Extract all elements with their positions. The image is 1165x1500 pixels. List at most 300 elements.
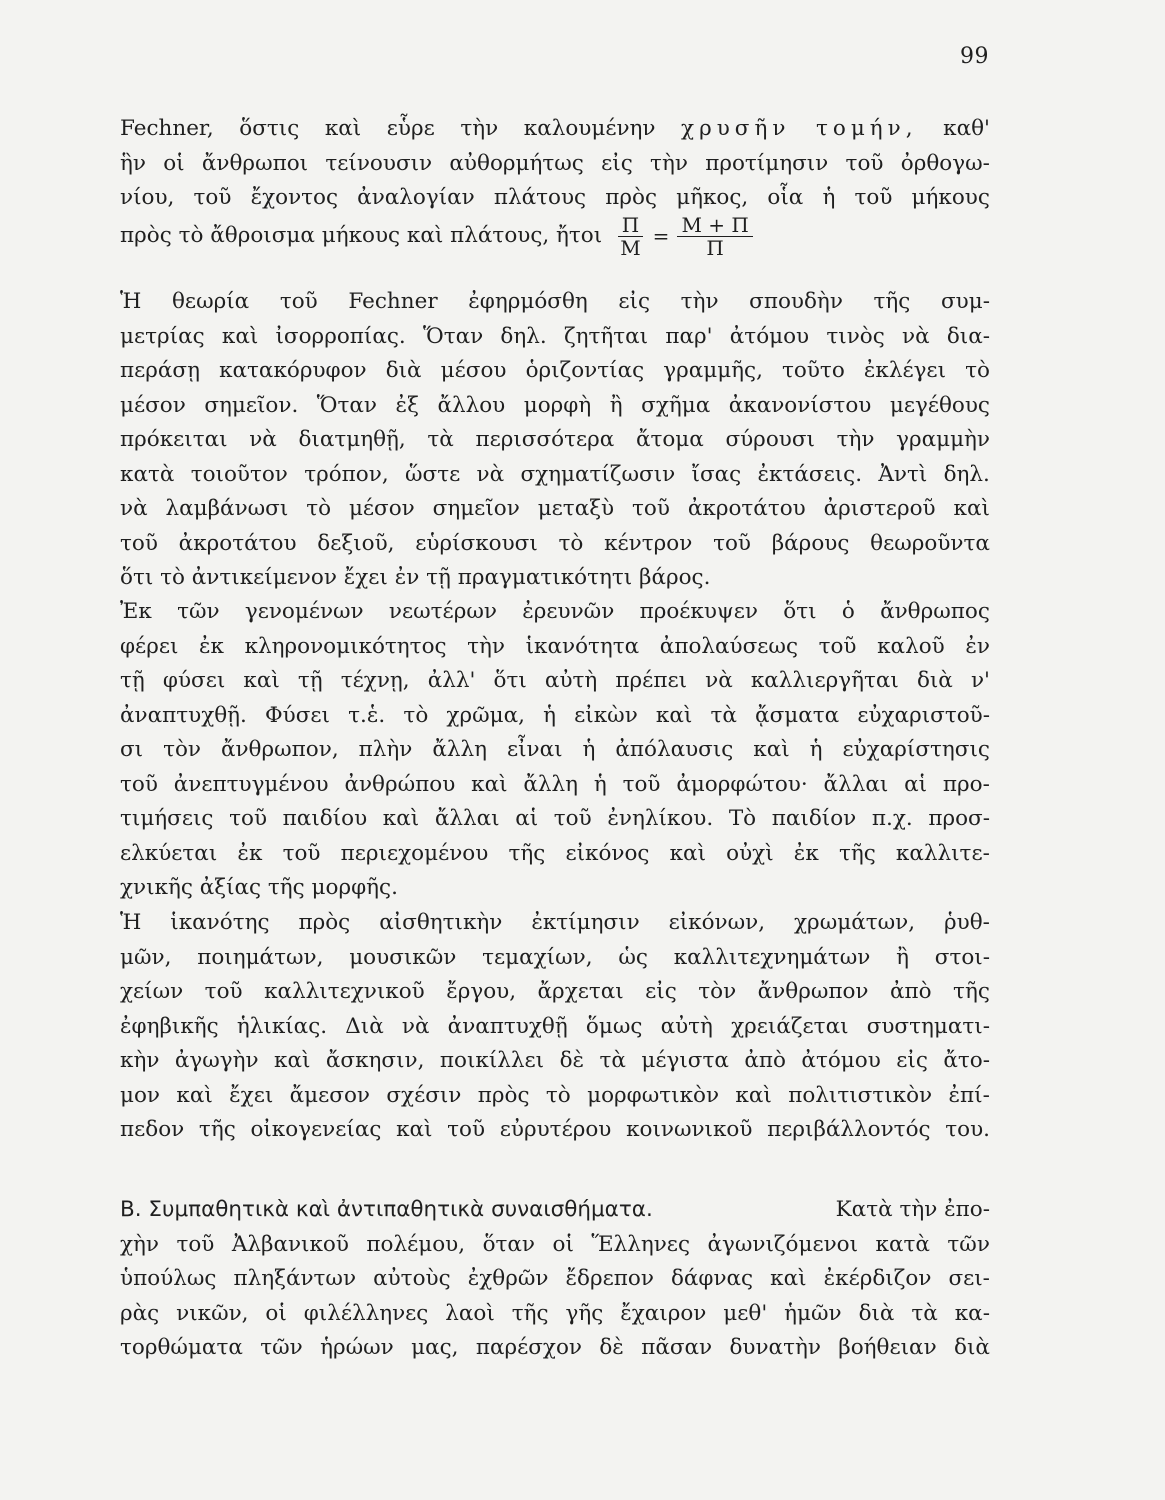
word: δάφνας <box>670 1266 754 1291</box>
word: παιδίου <box>282 806 368 831</box>
word: ἐκλέγει <box>863 358 947 383</box>
word: τὸ <box>403 702 429 728</box>
word: ὅτι <box>783 599 817 624</box>
word: τοῦ <box>279 289 318 314</box>
word: περιβάλλοντός <box>767 1117 931 1142</box>
word: μήκους <box>911 185 990 210</box>
word: εἰς <box>601 150 633 176</box>
word: ὅστις <box>239 116 300 141</box>
word: Τὸ <box>728 806 757 831</box>
word: ἐκ <box>793 840 819 866</box>
text-line <box>120 768 990 803</box>
word: νεωτέρων <box>388 599 497 624</box>
word: τείνουσιν <box>325 150 433 176</box>
word: καλοῦ <box>877 633 945 659</box>
word: τοῦ <box>854 185 893 210</box>
word: τὰ <box>710 702 737 728</box>
word: τὴν <box>650 150 688 176</box>
word: καὶ <box>953 496 990 521</box>
word: γραμμῆς, <box>663 358 763 383</box>
word: Fechner <box>348 289 438 314</box>
word: ἀκροτάτου <box>687 496 806 521</box>
word: εὐχαρίστησις <box>842 737 990 762</box>
word: εἰς <box>618 289 651 314</box>
word: τῶν <box>177 599 220 624</box>
fraction-numerator: Μ + Π <box>677 214 752 237</box>
fraction-denominator: Μ <box>620 236 641 260</box>
word: αἱ <box>515 806 539 831</box>
word: μεγέθους <box>889 392 990 418</box>
word: βοήθειαν <box>838 1335 937 1360</box>
word: γενομένων <box>244 599 364 624</box>
word: Φύσει <box>265 702 330 728</box>
word: ἡ <box>582 737 596 762</box>
word: κατὰ <box>120 461 175 487</box>
word: τὰ <box>427 427 454 452</box>
word: Ἕλληνες <box>591 1231 690 1257</box>
word: τῆς <box>838 840 876 866</box>
word: ἐκτίμησιν <box>531 910 640 935</box>
word: ἀριστεροῦ <box>823 496 936 521</box>
word: διατμηθῇ, <box>298 427 406 452</box>
word: παρ' <box>665 323 713 349</box>
word: ελκύεται <box>120 840 218 866</box>
word: καλλιεργῆται <box>750 668 899 693</box>
word: ἀναπτυχθῇ <box>447 1013 568 1039</box>
word: τὴν <box>680 289 719 314</box>
word: ἐξ <box>395 392 419 418</box>
word: οὐχὶ <box>726 840 774 866</box>
word: τοῦτο <box>782 358 845 383</box>
word: καὶ <box>324 116 362 141</box>
text-line-content: χνικῆς ἀξίας τῆς μορφῆς. <box>120 875 398 900</box>
word: ἰσορροπίας. <box>275 323 406 349</box>
word: π.χ. <box>871 806 913 831</box>
word: θεωροῦντα <box>870 530 990 556</box>
word: αὐτὴ <box>544 668 598 693</box>
word: καὶ <box>176 1082 213 1108</box>
text-line <box>120 181 990 216</box>
word: ἐφηβικῆς <box>120 1013 219 1039</box>
word: τὴν <box>460 116 499 141</box>
text-line <box>120 664 990 699</box>
text-line <box>120 527 990 562</box>
word: ὅταν <box>482 1231 536 1257</box>
text-line-content: ὅτι τὸ ἀντικείμενον ἔχει ἐν τῇ πραγματικότητι βάρος. <box>120 565 711 590</box>
word: μῶν, <box>120 944 172 970</box>
word: χὴν <box>120 1231 159 1257</box>
word: τῆς <box>511 1300 549 1326</box>
text-line <box>120 1113 990 1148</box>
word: αὐτοὺς <box>373 1266 451 1291</box>
word: τὸν <box>698 979 737 1004</box>
word: διὰ <box>954 1335 990 1360</box>
text-line <box>120 733 990 768</box>
golden-ratio-formula <box>616 214 753 259</box>
word: τὸ <box>306 496 332 521</box>
word: καὶ <box>396 1117 433 1142</box>
word: οἱ <box>265 1300 287 1326</box>
word: μορφωτικὸν <box>587 1082 720 1108</box>
word: ἴσας <box>691 461 742 487</box>
word: καλλιτεχνημάτων <box>673 944 871 970</box>
section-b <box>120 1193 990 1366</box>
fraction-right <box>677 214 752 259</box>
word: τῆς <box>508 840 546 866</box>
word: εἰς <box>645 979 677 1004</box>
word: δὲ <box>559 1048 585 1073</box>
word: τοῦ <box>204 979 243 1004</box>
word: προτίμησιν <box>705 150 829 176</box>
word: νικῶν, <box>176 1300 249 1326</box>
word: ἔδρεπον <box>565 1266 654 1291</box>
word: τ.ἑ. <box>348 702 386 728</box>
text-line <box>120 147 990 182</box>
word: ποιημάτων, <box>197 944 324 970</box>
word: τρόπον, <box>304 461 389 487</box>
word: ν' <box>970 668 990 693</box>
word: τὰ <box>599 1048 626 1073</box>
word: ἐχθρῶν <box>467 1266 549 1291</box>
word: ἄλλου <box>437 392 506 418</box>
word: ἡ <box>543 702 556 728</box>
word: ἣν <box>120 150 146 176</box>
word: ὅμως <box>585 1013 643 1039</box>
word: ἐρευνῶν <box>522 599 615 624</box>
text-line <box>120 1228 990 1263</box>
word: ἐκ <box>199 633 224 659</box>
word: αἱ <box>904 771 928 797</box>
word: ἀναλογίαν <box>357 185 475 210</box>
word: καὶ <box>243 668 280 693</box>
word: καλουμένην <box>523 116 656 141</box>
word: σημεῖον. <box>204 392 299 418</box>
word: μῆκος, <box>676 185 749 210</box>
word: ἔργου, <box>446 979 517 1004</box>
word: μέσον <box>120 392 186 418</box>
word: οἰκογενείας <box>250 1117 382 1142</box>
word: συστηματι- <box>866 1013 990 1039</box>
word: τοῦ <box>120 530 158 556</box>
word: νίου, <box>120 185 175 210</box>
word: χρωμάτων, <box>794 910 916 935</box>
word: ἀναπτυχθῇ. <box>120 702 247 728</box>
word: μέσον <box>348 496 415 521</box>
word: ἱκανότης <box>170 910 270 935</box>
word: καὶ <box>274 1048 311 1073</box>
word: ἔχοντος <box>250 185 339 210</box>
word: ἢ <box>896 944 909 970</box>
word: χρῶμα, <box>446 702 525 728</box>
word: ἄνθρωπον, <box>220 737 339 762</box>
formula-line <box>120 213 990 260</box>
word: ἀπὸ <box>744 1048 786 1073</box>
text-line <box>120 941 990 976</box>
word: εὗρε <box>386 116 435 141</box>
word: προ- <box>942 771 990 797</box>
word: καλλιτε- <box>895 840 990 866</box>
word: ἀτόμου <box>729 323 810 349</box>
word: καὶ <box>382 806 420 831</box>
word: περισσότερα <box>475 427 615 452</box>
word: καὶ <box>471 771 508 797</box>
word: κατακόρυφον <box>219 358 367 383</box>
word: λαοὶ <box>445 1300 495 1326</box>
text-line <box>120 1297 990 1332</box>
word: ἀγωγὴν <box>174 1048 259 1073</box>
word: σι <box>120 737 144 762</box>
word: περάσῃ <box>120 358 200 383</box>
word: σημεῖον <box>432 496 520 521</box>
word: διὰ <box>858 1300 895 1326</box>
word: προέκυψεν <box>639 599 758 624</box>
word-emphasis: τομήν, <box>815 116 918 141</box>
word: ἐνηλίκου. <box>607 806 714 831</box>
word: χρειάζεται <box>731 1013 849 1039</box>
word: πλὴν <box>358 737 413 762</box>
text-line <box>120 802 990 837</box>
text-line <box>120 837 990 872</box>
word: ἡμῶν <box>784 1300 842 1326</box>
word: πολέμου, <box>366 1231 466 1257</box>
word: ὅτι <box>493 668 527 693</box>
word: νὰ <box>705 668 733 693</box>
word: τοῦ <box>553 806 592 831</box>
word: ἀγωνιζόμενοι <box>707 1231 859 1257</box>
word: πολιτιστικὸν <box>788 1082 933 1108</box>
word: ἀμορφώτου· <box>676 771 808 797</box>
word: μέγιστα <box>641 1048 729 1073</box>
word: κὴν <box>120 1048 160 1073</box>
equals-sign: = <box>652 224 670 249</box>
word: καλλιτεχνικοῦ <box>264 979 425 1004</box>
word: τοιοῦτον <box>190 461 288 487</box>
paragraph-symmetry <box>120 285 990 596</box>
text-line <box>120 354 990 389</box>
word: νὰ <box>401 1013 430 1039</box>
word: οἱ <box>552 1231 574 1257</box>
word: ποικίλλει <box>439 1048 545 1073</box>
word: ἐκτάσεις. <box>757 461 863 487</box>
word: ἄμεσον <box>289 1082 370 1108</box>
word: τοῦ <box>176 1231 215 1257</box>
word: περιεχομένου <box>340 840 489 866</box>
word: πληξάντων <box>233 1266 357 1291</box>
word: ὑπούλως <box>120 1266 217 1291</box>
word: κα- <box>954 1300 990 1326</box>
word: τῆς <box>873 289 911 314</box>
text-line <box>120 871 990 906</box>
word: ἡ <box>593 771 607 797</box>
word: καὶ <box>753 737 790 762</box>
word: του. <box>945 1117 990 1142</box>
word: ὁριζοντίας <box>525 358 645 383</box>
word: ἐκ <box>237 840 263 866</box>
word: ἡλικίας. <box>236 1013 328 1039</box>
text-line <box>120 1044 990 1079</box>
word: ἄλλαι <box>823 771 889 797</box>
word: εἰς <box>896 1048 928 1073</box>
word: μεταξὺ <box>537 496 615 521</box>
word: ζητῆται <box>563 323 649 349</box>
word: ἐφηρμόσθη <box>468 289 588 314</box>
word: πρὸς <box>298 910 351 935</box>
word: ἀπὸ <box>889 979 932 1004</box>
word: ἄνθρωπον <box>757 979 869 1004</box>
word: διὰ <box>916 668 953 693</box>
word: τορθώματα <box>120 1335 243 1360</box>
text-line <box>120 906 990 941</box>
text-line <box>120 595 990 630</box>
word: φιλέλληνες <box>303 1300 429 1326</box>
word: ἢ <box>609 392 623 418</box>
word: Διὰ <box>345 1013 384 1039</box>
word: νὰ <box>902 323 930 349</box>
paragraph-fechner <box>120 112 990 258</box>
word: ἄλλη <box>432 737 487 762</box>
text-line <box>120 1079 990 1114</box>
word: πᾶσαν <box>641 1335 713 1360</box>
page-number: 99 <box>960 44 989 69</box>
word: ἡ <box>809 737 823 762</box>
word: τεμαχίων, <box>482 944 593 970</box>
word: ἱκανότητα <box>525 633 640 659</box>
word: παιδίον <box>771 806 857 831</box>
word: μον <box>120 1082 160 1108</box>
word: τῇ <box>297 668 323 693</box>
word: ἀτόμου <box>801 1048 881 1073</box>
word: ἐκέρδιζον <box>823 1266 932 1291</box>
word: στοι- <box>934 944 990 970</box>
word: εὑρίσκουσι <box>415 530 538 556</box>
word: μας, <box>411 1335 459 1360</box>
word: τῶν <box>947 1231 990 1257</box>
word: πεδον <box>120 1117 185 1142</box>
word: τὸ <box>545 1082 571 1108</box>
word: ἀλλ' <box>427 668 476 693</box>
word: τῆς <box>953 979 990 1004</box>
word: δυνατὴν <box>729 1335 821 1360</box>
text-line <box>120 285 990 320</box>
text-line <box>120 320 990 355</box>
word: πρόκειται <box>120 427 228 452</box>
word: ἄλλη <box>523 771 579 797</box>
text-line <box>120 1331 990 1366</box>
word: παρέσχον <box>475 1335 582 1360</box>
formula-prefix: πρὸς τὸ ἄθροισμα μήκους καὶ πλάτους, ἤτοι <box>120 223 603 249</box>
word: Ἡ <box>120 289 142 314</box>
word: ῥυθ- <box>944 910 990 935</box>
word: ἀπόλαυσις <box>615 737 734 762</box>
word: ἄτο- <box>943 1048 990 1073</box>
word: σύρουσι <box>725 427 815 452</box>
text-line <box>120 423 990 458</box>
word: πρέπει <box>615 668 688 693</box>
word: καὶ <box>770 1266 807 1291</box>
word: τοῦ <box>120 771 158 797</box>
word: ὀρθογω- <box>900 150 990 176</box>
word: ἀκροτάτου <box>178 530 297 556</box>
word: τὴν <box>467 633 506 659</box>
word: τιμήσεις <box>120 806 214 831</box>
word: εὐρυτέρου <box>499 1117 612 1142</box>
word: πλάτους <box>493 185 587 210</box>
word: δεξιοῦ, <box>317 530 395 556</box>
word: ἄλλαι <box>434 806 500 831</box>
text-line <box>120 1193 990 1228</box>
word: σπουδὴν <box>749 289 843 314</box>
word: τέχνῃ, <box>340 668 410 693</box>
word: εἰκὼν <box>574 702 638 728</box>
word: ἄνθρωποι <box>201 150 309 176</box>
word: φέρει <box>120 633 179 659</box>
text-line <box>120 492 990 527</box>
word: ἐπί- <box>948 1082 990 1108</box>
word: κοινωνικοῦ <box>626 1117 753 1142</box>
text-line-content: Κατὰ τὴν ἐπο- <box>835 1197 990 1222</box>
word: ὁ <box>841 599 855 624</box>
word: σχέσιν <box>386 1082 462 1108</box>
word: τοῦ <box>282 840 321 866</box>
word: οἱ <box>163 150 185 176</box>
word: καὶ <box>669 840 706 866</box>
word: σχηματίζωσιν <box>520 461 676 487</box>
word: τῆς <box>198 1117 236 1142</box>
word: νὰ <box>120 496 148 521</box>
word: ὥστε <box>404 461 461 487</box>
word: τὸν <box>163 737 201 762</box>
word: νὰ <box>476 461 505 487</box>
word: δηλ. <box>943 461 990 487</box>
word: Ἀλβανικοῦ <box>231 1231 349 1257</box>
word: ἀνθρώπου <box>344 771 456 797</box>
word: ρὰς <box>120 1300 160 1326</box>
word: κληρονομικότητος <box>244 633 447 659</box>
word: Fechner, <box>120 116 214 141</box>
word: φύσει <box>162 668 226 693</box>
word: ὡς <box>618 944 648 970</box>
word: μέσου <box>440 358 507 383</box>
word: πρὸς <box>605 185 657 210</box>
word: ἀπολαύσεως <box>659 633 798 659</box>
word: βάρους <box>771 530 850 556</box>
word: Ἀντὶ <box>878 461 928 487</box>
word: τοῦ <box>713 530 751 556</box>
word: κατὰ <box>875 1231 930 1257</box>
word: ἡ <box>822 185 836 210</box>
word: ἐν <box>965 633 990 659</box>
word: πρὸς <box>477 1082 530 1108</box>
word: δηλ. <box>500 323 547 349</box>
word: αὐθορμήτως <box>449 150 584 176</box>
word: εἶναι <box>506 737 563 762</box>
word: Ἐκ <box>120 599 152 624</box>
text-line <box>120 699 990 734</box>
word-emphasis: χρυσῆν <box>681 116 791 141</box>
word: τινὸς <box>826 323 885 349</box>
word: τοῦ <box>818 633 857 659</box>
word: νὰ <box>249 427 277 452</box>
word: μουσικῶν <box>349 944 457 970</box>
word: ἔχαιρον <box>620 1300 707 1326</box>
text-line <box>120 975 990 1010</box>
paragraph-aesthetic-heredity <box>120 595 990 906</box>
word: τὰ <box>911 1300 938 1326</box>
word: Ἡ <box>120 910 142 935</box>
fraction-denominator: Π <box>706 236 724 260</box>
text-line <box>120 1262 990 1297</box>
word: τὸ <box>965 358 990 383</box>
